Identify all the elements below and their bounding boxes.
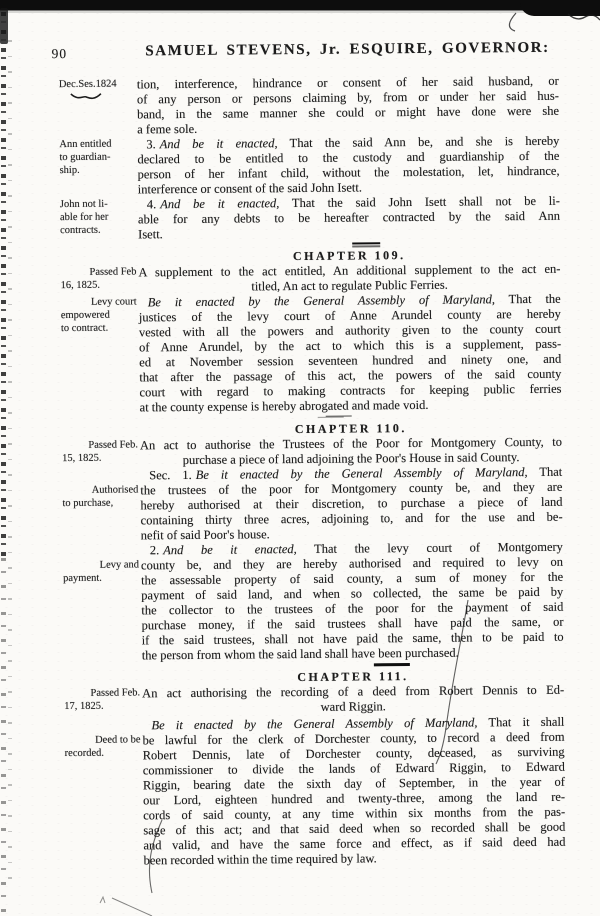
margin-note-line: 17, 1825. — [64, 700, 104, 713]
margin-note-passed-feb-16 — [0, 265, 139, 296]
chapter-111-paragraph — [142, 715, 565, 869]
enacting-clause: And be it enacted, — [160, 196, 280, 212]
body-line: cords of said county, at any time within six months from the pas- — [143, 804, 566, 823]
margin-note-contracts — [0, 197, 138, 243]
body-line: vested with all the powers and authority given to the county court — [138, 321, 562, 340]
margin-note-line: 16, 1825. — [60, 279, 100, 292]
body-line: payment of said land, and when so collected, the same be paid by — [141, 584, 564, 603]
body-line: sage of this act; and that said deed when so recorded shall be good — [143, 819, 566, 838]
body-line: our Lord, eighteen hundred and twenty-three, among the land re- — [142, 789, 566, 808]
chapter-111-heading: CHAPTER 111. — [297, 669, 409, 685]
body-line: been recorded within the time required by law. — [143, 851, 377, 868]
intro-paragraph-row — [0, 73, 597, 138]
margin-spacer — [0, 415, 140, 439]
chapter-109-body-row — [0, 291, 600, 416]
body-line: the trustees of the poor for Montgomery county be, and they are — [140, 479, 563, 498]
margin-note-line: to guardian- — [59, 151, 111, 164]
chapter-109-heading: CHAPTER 109. — [292, 248, 406, 264]
body-line: person of her infant child, without the molestation, let, hindrance, — [137, 163, 560, 182]
section-number: 4. — [146, 197, 157, 212]
swash-squiggle-icon — [69, 92, 103, 101]
intro-paragraph — [137, 74, 560, 138]
enacting-clause: Be it enacted by the General Assembly of Maryland, — [195, 465, 528, 482]
margin-note-levy-court — [0, 295, 140, 416]
enacting-clause: Be it enacted by the General Assembly of Maryland, — [147, 292, 496, 310]
chapter-title-line: ward Riggin. — [320, 699, 386, 714]
body-line: at the county expense is hereby abrogated and made void. — [139, 397, 429, 415]
margin-note-line: recorded. — [64, 747, 105, 760]
enacting-clause: Be it enacted by the General Assembly of Maryland, — [151, 715, 478, 733]
chapter-111-body-row — [2, 714, 600, 869]
margin-note-line: payment. — [63, 572, 102, 585]
chapter-110-heading: CHAPTER 110. — [294, 421, 407, 437]
body-line: if the said trustees, shall not have paid the same, then to be paid to — [141, 629, 564, 648]
body-line: hereby authorised at their discretion, to purchase a piece of land — [140, 494, 563, 513]
body-line: declared to be entitled to the custody and guardianship of the — [137, 148, 560, 167]
margin-note-session — [0, 77, 137, 138]
chapter-111-title-row — [2, 682, 600, 717]
enacting-clause: And be it enacted, — [159, 136, 278, 152]
section-3-row — [0, 133, 598, 198]
margin-note-line: able for her — [59, 211, 109, 224]
chapter-title-line: A supplement to the act entitled, An additional supplement to the act en- — [138, 261, 561, 280]
body-line-rest: That the levy court of Montgomery — [296, 539, 563, 557]
body-line: commissioner to divide the lands of Edward Riggin, to Edward — [142, 759, 565, 778]
chapter-110-title — [140, 435, 562, 469]
section-number: 2. — [149, 543, 160, 558]
margin-note-passed-feb-15 — [0, 438, 140, 469]
page-content — [0, 73, 600, 869]
body-line: justices of the levy court of Anne Arundel county are hereby — [138, 306, 561, 325]
body-line-rest: That — [527, 464, 563, 480]
chapter-110-sec2-row — [1, 539, 600, 664]
chapter-title-line: An act authorising the recording of a deed from Robert Dennis to Ed- — [142, 682, 565, 701]
margin-note-line: Passed Feb. — [90, 687, 141, 699]
page-number: 90 — [51, 46, 68, 62]
enacting-clause: And be it enacted, — [163, 542, 297, 558]
body-line: of any person or persons claiming by, from or under her said hus- — [136, 88, 559, 107]
margin-spacer — [2, 663, 142, 687]
margin-note-authorised — [0, 468, 141, 544]
margin-note-line: Levy court — [90, 296, 137, 308]
margin-note-line: Levy and — [99, 559, 140, 571]
margin-note-line: Passed Feb. — [88, 439, 139, 451]
margin-note-guardianship — [0, 137, 138, 198]
body-line-rest: That it shall — [477, 714, 565, 730]
scan-top-right-shadow — [520, 0, 600, 16]
body-line: tion, interference, hindrance or consent of her said husband, or — [136, 73, 559, 92]
body-line-rest: That the — [494, 291, 561, 307]
margin-note-line: to purchase, — [62, 497, 114, 510]
body-line-rest: That the said Ann be, and she is hereby — [277, 133, 560, 151]
body-line: able for any debts to be hereafter contracted by the said Ann — [137, 208, 561, 227]
section-number: Sec. 1. — [149, 467, 192, 483]
section-number: 3. — [146, 137, 156, 152]
body-line: band, in the same manner she could or might have done were she — [137, 103, 560, 122]
section-4-paragraph — [138, 194, 560, 243]
body-line: Riggin, bearing date the sixth day of September, in the year of — [142, 774, 565, 793]
margin-note-line: 15, 1825. — [62, 452, 102, 465]
margin-note-line: Passed Feb — [89, 266, 137, 278]
body-line: be lawful for the clerk of Dorchester county, to record a deed from — [142, 729, 565, 748]
margin-note-levy-payment — [1, 543, 142, 664]
body-line: purchase money, if the said trustees shall have paid the same, or — [141, 614, 564, 633]
margin-note-deed-recorded — [2, 718, 143, 869]
chapter-110-section-1 — [140, 465, 563, 544]
body-line: a feme sole. — [137, 121, 198, 137]
margin-note-line: Ann entitled — [59, 138, 112, 151]
running-head-governor: SAMUEL STEVENS, Jr. ESQUIRE, GOVERNOR: — [145, 39, 550, 60]
margin-note-line: Authorised — [91, 484, 139, 496]
body-line: the collector to the trustees of the poor for the payment of said — [141, 599, 564, 618]
margin-note-line: ship. — [59, 164, 80, 177]
margin-spacer — [0, 242, 138, 266]
body-line: that after the passage of this act, the powers of the said county — [139, 366, 562, 385]
chapter-110-section-2 — [141, 540, 564, 664]
body-line: county be, and they are hereby authorised and required to levy on — [140, 554, 564, 573]
body-line: the person from whom the said land shall have been purchased. — [141, 645, 459, 663]
chapter-109-paragraph — [139, 292, 562, 416]
chapter-111-title — [142, 683, 564, 717]
body-line: containing thirty three acres, adjoining to, and for the use and be- — [140, 509, 563, 528]
section-3-paragraph — [137, 134, 560, 198]
body-line: ed at November session seventeen hundred and ninety one, and — [139, 351, 562, 370]
body-line: and valid, and have the same force and effect, as if said deed had — [143, 834, 566, 853]
margin-note-passed-feb-17 — [2, 686, 142, 717]
margin-note-line: Dec.Ses.1824 — [58, 78, 117, 91]
chapter-110-sec1-row — [0, 464, 600, 544]
body-line: nefit of said Poor's house. — [140, 527, 270, 543]
section-4-row — [0, 193, 598, 243]
body-line: Isett. — [138, 227, 163, 242]
chapter-109-title — [138, 262, 560, 296]
body-line: the assessable property of said county, a sum of money for the — [141, 569, 564, 588]
body-line: court with regard to making contracts for keeping public ferries — [139, 381, 562, 400]
margin-note-line: Deed to be — [95, 734, 141, 746]
margin-note-line: contracts. — [60, 224, 101, 237]
scan-top-edge-bar — [0, 0, 600, 10]
body-line: of Anne Arundel, by the act to which this is a supplement, pass- — [139, 336, 562, 355]
margin-note-line: John not li- — [59, 198, 108, 211]
chapter-title-line: titled, An act to regulate Public Ferries. — [251, 277, 448, 294]
chapter-title-line: An act to authorise the Trustees of the Poor for Montgomery County, to — [139, 434, 563, 453]
body-line: Robert Dennis, late of Dorchester county, deceased, as surviving — [142, 744, 565, 763]
body-line: interference or consent of the said John Isett. — [137, 180, 363, 197]
margin-note-line: to contract. — [60, 322, 109, 335]
body-line-rest: That the said John Isett shall not be li- — [279, 193, 560, 211]
margin-note-line: empowered — [60, 309, 110, 322]
chapter-title-line: purchase a piece of land adjoining the Poor's House in said County. — [182, 450, 520, 468]
